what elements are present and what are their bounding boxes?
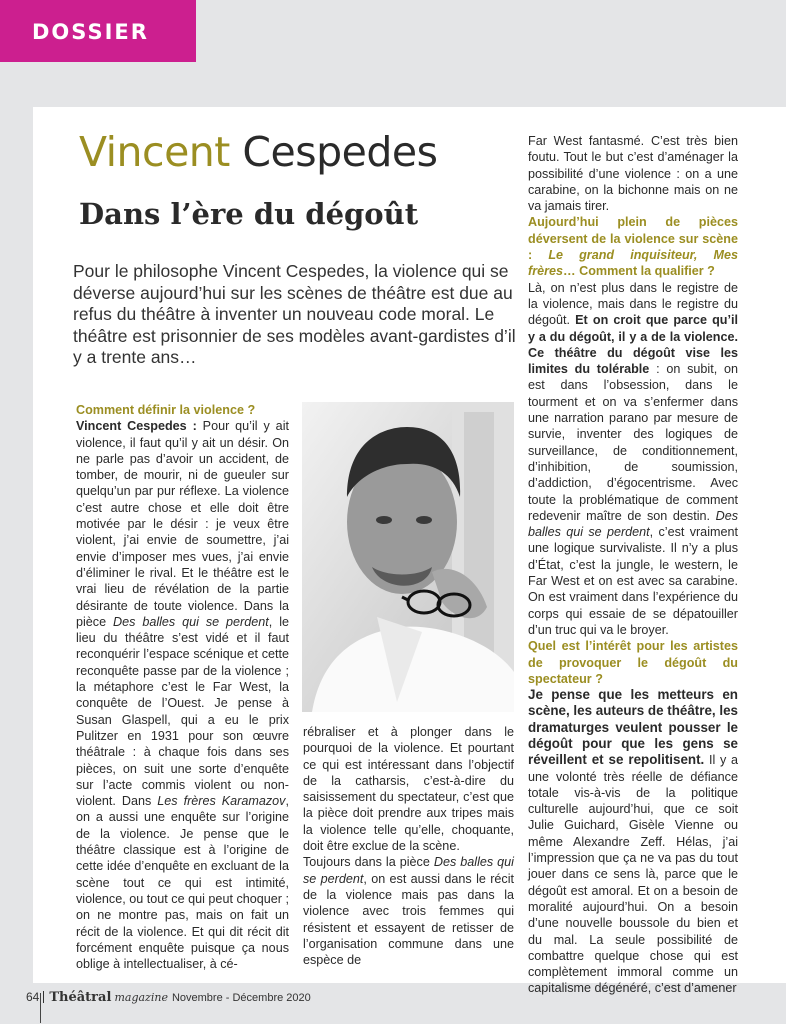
answer-text: , c’est vraiment une logique survivaliste. Il n’y a plus d’État, c’est la jungle, le western, le Far West et on est avec sa carabine. On est vraiment dans l’expérience du corps qui essaie de se dépatouiller d’un truc qui va le broyer. (528, 525, 738, 637)
answer-paragraph (528, 687, 738, 997)
play-title: Des balles qui se perdent (113, 614, 269, 629)
title-first-name: Vincent (79, 128, 230, 176)
answer-paragraph (303, 854, 514, 968)
answer-text: , on est aussi dans le récit de la violence mais pas dans la violence avec trois femmes qui résistent et essayent de retisser de l’organisation commune dans une espèce de (303, 871, 514, 968)
magazine-brand: Théâtral (49, 990, 112, 1005)
speaker-label: Vincent Cespedes : (76, 419, 197, 434)
article-title (79, 130, 437, 175)
issue-date: Novembre - Décembre 2020 (171, 992, 311, 1004)
article-column-1 (76, 402, 289, 974)
portrait-illustration (302, 402, 514, 712)
play-titles: Le grand inquisiteur, Mes frères (528, 248, 738, 279)
magazine-label: magazine (114, 991, 168, 1004)
page-footer (26, 990, 311, 1008)
title-last-name: Cespedes (242, 128, 438, 176)
article-column-3 (528, 133, 738, 996)
answer-text: Là, on n’est plus dans le registre de la violence, mais dans le registre du dégoût. (528, 280, 738, 328)
article-page (33, 107, 786, 996)
question-text: Aujourd’hui plein de pièces déversent de la violence sur scène : (528, 215, 738, 263)
portrait-photo (302, 402, 514, 712)
play-title: Des balles qui se perdent (303, 855, 514, 886)
answer-text: Il y a une volonté très réelle de défiance totale vis-à-vis de la politique culturelle aujourd’hui, que ce soit Julie Guichard, Gisèle Vienne ou même Alexandre Zeff. Hélas, j’ai l’impression que ça ne va pas du tout jouer dans ce sens là, parce que le dégoût est amoral. Et on a besoin de moralité aujourd’hui. On a besoin d’une nouvelle boussole du bien et du mal. La seule possibilité de combattre quelque chose qui est complètement immoral comme un capitalisme dégénéré, c’est d’amener (528, 753, 738, 996)
answer-emphasis: Et on croit que parce qu’il y a du dégoût, il y a de la violence. Ce théâtre du dégoût vise les limites du tolérable (528, 313, 738, 377)
answer-paragraph (76, 418, 289, 972)
article-column-2 (303, 724, 514, 974)
page-number: 64 (26, 990, 40, 1004)
answer-paragraph: Far West fantasmé. C’est très bien foutu. Tout le but c’est d’aménager la possibilité d’une violence : on a une carabine, on la bichonne mais on ne va jamais tirer. (528, 134, 738, 214)
book-title: Les frères Karamazov (157, 794, 286, 809)
article-intro: Pour le philosophe Vincent Cespedes, la violence qui se déverse aujourd’hui sur les scènes de théâtre est due au refus du théâtre à inventer un nouveau code moral. Le théâtre est prisonnier de ses modèles avant-gardistes d’il y a trente ans… (73, 261, 516, 367)
footer-separator (43, 991, 44, 1003)
answer-text: , le lieu du théâtre s’est vidé et il faut reconquérir l’espace scénique et cette reconquête passe par de la violence ; la métaphore c’est le Far West, la conquête de l’Ouest. Je pense à Susan Glaspell, qui a eu le prix Pulitzer en 1931 pour son œuvre théâtrale : à chaque fois dans ses pièces, on suit une sorte d’enquête sur l’acte commis violent ou non-violent. Dans (76, 614, 289, 809)
question-heading: Quel est l’intérêt pour les artistes de provoquer le dégoût du spectateur ? (528, 639, 738, 686)
answer-text: : on subit, on est dans l’obsession, dans le tourment et on va s’enfermer dans une narration parano par mesure de survie, inventer des logiques de surveillance, de conditionnement, d’inhibition, de soumission, d’addiction, d’égocentrisme. Avec toute la problématique de comment redevenir maître de son destin. (528, 362, 738, 523)
answer-text: Pour qu’il y ait violence, il faut qu’il y ait un désir. On ne parle pas d’avoir un accident, de tomber, de mourir, ni de gueuler sur quelqu’un par pur réflexe. La violence c’est autre chose et elle doit être motivée par le désir : je veux être violent, j’ai envie de soumettre, j’ai envie d’imposer mes vues, j’ai envie d’éliminer le rival. Et le théâtre est le vrai lieu de révélation de la partie désirante de toute violence. Dans la pièce (76, 419, 289, 629)
answer-paragraph: rébraliser et à plonger dans le pourquoi de la violence. Et pourtant ce qui est intéressant dans l’objectif de la catharsis, c’est-à-dire du saisissement du spectateur, c’est que la pièce doit prendre aux tripes mais la violence telle qu’elle, choquante, doit être exclue de la scène. (303, 725, 514, 854)
section-tag: DOSSIER (0, 0, 196, 62)
answer-text: Toujours dans la pièce (303, 855, 434, 870)
question-heading (528, 214, 738, 279)
answer-emphasis: Je pense que les metteurs en scène, les auteurs de théâtre, les dramaturges veulent pousser le dégoût pour que les gens se réveillent et se repolitisent. (528, 687, 738, 768)
play-title: Des balles qui se perdent (528, 508, 738, 540)
question-text: … Comment la qualifier ? (563, 264, 715, 279)
answer-paragraph (528, 280, 738, 639)
question-heading: Comment définir la violence ? (76, 403, 256, 417)
answer-text: , on a aussi une enquête sur l’origine de la violence. Je pense que le théâtre classique est à l’origine de cette idée d’enquête en excluant de la scène tout ce qui est intimité, violence, ou tout ce qui peut choquer ; on ne montre pas, mais on fait un récit de la violence. Et qui dit récit dit forcément enquête puisque ça nous oblige à intellectualiser, à cé- (76, 794, 289, 972)
article-subtitle: Dans l’ère du dégoût (79, 197, 419, 231)
